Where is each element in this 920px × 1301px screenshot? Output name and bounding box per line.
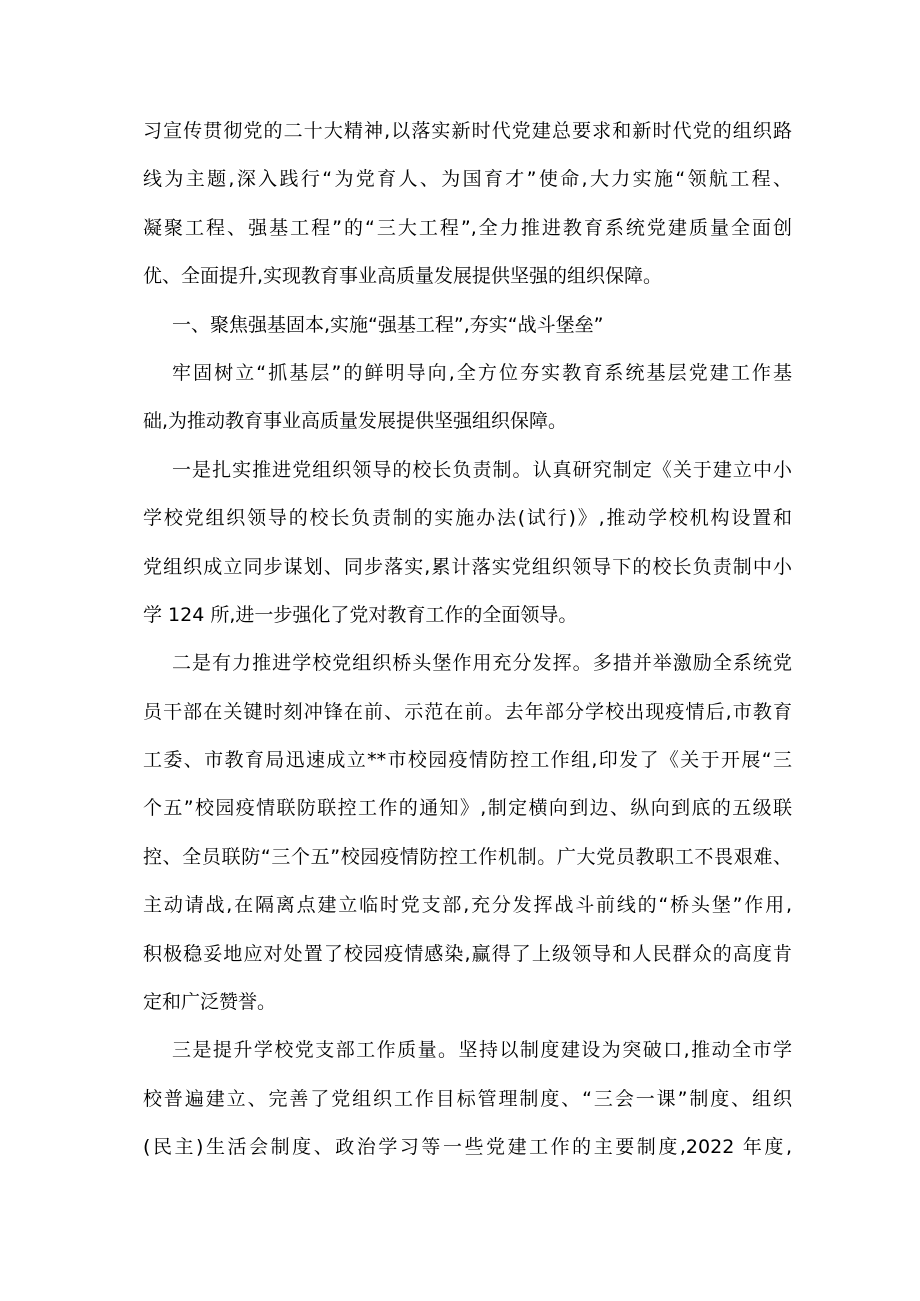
- text-line: 二是有力推进学校党组织桥头堡作用充分发挥。多措并举激励全系统党: [172, 652, 792, 675]
- text-line: 学校党组织领导的校长负责制的实施办法(试行)》,推动学校机构设置和: [143, 507, 792, 530]
- text-line: 校普遍建立、完善了党组织工作目标管理制度、“三会一课”制度、组织: [143, 1087, 792, 1110]
- text-line: 学 124 所,进一步强化了党对教育工作的全面领导。: [143, 603, 578, 626]
- section-heading: [143, 301, 792, 349]
- document-body: [143, 107, 792, 1172]
- text-line: 积极稳妥地应对处置了校园疫情感染,赢得了上级领导和人民群众的高度肯: [143, 942, 792, 965]
- text-line: 一是扎实推进党组织领导的校长负责制。认真研究制定《关于建立中小: [172, 458, 792, 481]
- text-line: 主动请战,在隔离点建立临时党支部,充分发挥战斗前线的“桥头堡”作用,: [143, 894, 792, 917]
- text-line: 个五”校园疫情联防联控工作的通知》,制定横向到边、纵向到底的五级联: [143, 797, 792, 820]
- text-line: 习宣传贯彻党的二十大精神,以落实新时代党建总要求和新时代党的组织路: [143, 120, 792, 142]
- section-heading-text: 一、聚焦强基固本,实施“强基工程”,夯实“战斗堡垒”: [172, 313, 604, 336]
- paragraph-continuation: [143, 107, 792, 301]
- text-line: 牢固树立“抓基层”的鲜明导向,全方位夯实教育系统基层党建工作基: [172, 361, 792, 384]
- text-line: 定和广泛赞誉。: [143, 991, 277, 1014]
- paragraph-item-one: [143, 446, 792, 640]
- text-line: 线为主题,深入践行“为党育人、为国育才”使命,大力实施“领航工程、: [143, 168, 792, 191]
- text-line: 工委、市教育局迅速成立**市校园疫情防控工作组,印发了《关于开展“三: [143, 749, 792, 772]
- text-line: 三是提升学校党支部工作质量。坚持以制度建设为突破口,推动全市学: [172, 1039, 792, 1062]
- text-line: 优、全面提升,实现教育事业高质量发展提供坚强的组织保障。: [143, 265, 663, 288]
- text-line: 控、全员联防“三个五”校园疫情防控工作机制。广大党员教职工不畏艰难、: [143, 845, 792, 868]
- text-line: 党组织成立同步谋划、同步落实,累计落实党组织领导下的校长负责制中小: [143, 555, 792, 578]
- text-line: 员干部在关键时刻冲锋在前、示范在前。去年部分学校出现疫情后,市教育: [143, 700, 792, 723]
- paragraph-item-three: [143, 1026, 792, 1171]
- text-line: 础,为推动教育事业高质量发展提供坚强组织保障。: [143, 410, 568, 433]
- text-line: (民主)生活会制度、政治学习等一些党建工作的主要制度,2022 年度,: [143, 1136, 792, 1159]
- paragraph-intro: [143, 349, 792, 446]
- paragraph-item-two: [143, 639, 792, 1026]
- text-line: 凝聚工程、强基工程”的“三大工程”,全力推进教育系统党建质量全面创: [143, 216, 792, 239]
